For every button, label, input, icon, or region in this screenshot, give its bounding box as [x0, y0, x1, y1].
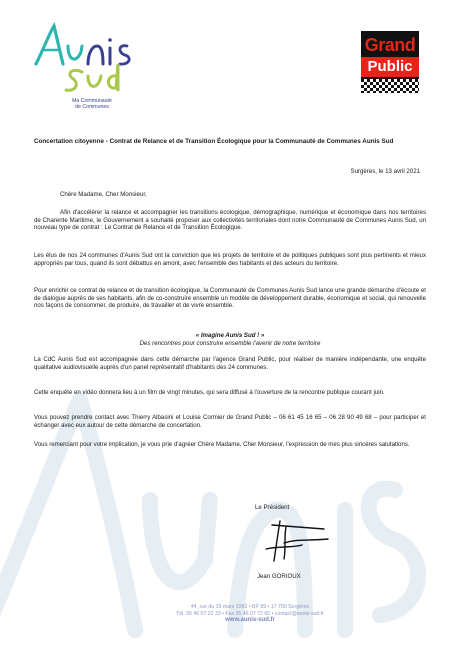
- paragraph-5: Cette enquête en vidéo donnera lieu à un film de vingt minutes, qui sera diffusé à l'ouverture de la rencontre publique courant juin.: [34, 389, 385, 396]
- grand-public-logo: [361, 31, 419, 93]
- paragraph-7: Vous remerciant pour votre implication, je vous prie d'agréer Chère Madame, Cher Monsieur, l'expression de mes plus sincères salutations.: [34, 441, 410, 448]
- tagline-line-1: Ma Communauté: [72, 98, 112, 104]
- paragraph-4: La CdC Aunis Sud est accompagnée dans cette démarche par l'agence Grand Public, pour réaliser de manière indépendante, une enquête qualitative audiovisuelle auprès d'un panel représentatif d'habitants des 24 communes.: [34, 356, 426, 371]
- paragraph-6: Vous pouvez prendre contact avec Thierry Albasini et Louise Cormier de Grand Public – 06 61 45 16 65 – 06 28 90 49 68 – pour participer et échanger avec eux autour de cette démarche de concertation.: [34, 414, 426, 429]
- grand-public-logo-line2: Public: [361, 57, 419, 77]
- paragraph-2: Les élus de nos 24 communes d'Aunis Sud ont la conviction que les projets de territoire et de politiques publiques sont plus pertinents et mieux appropriés par tous, quand ils sont débattus en amont, avec l'ensemble des habitants et des acteurs du territoire.: [34, 252, 426, 267]
- slogan-subtitle: Des rencontres pour construire ensemble l'avenir de notre territoire: [139, 340, 321, 347]
- footer-address: 44, rue du 19 mars 1962 • BP 89 • 17 700 Surgères: [190, 604, 310, 610]
- signatory-role: Le Président: [255, 504, 290, 511]
- letter-subject: Concertation citoyenne - Contrat de Relance et de Transition Écologique pour la Communauté de Communes Aunis Sud: [34, 138, 394, 145]
- paragraph-1: Afin d'accélérer la relance et accompagner les transitions écologique, démographique, numérique et économique dans nos territoires de Charente Maritime, le Gouvernement a souhaité proposer aux collectivités territoriales dont notre Communauté de Communes Aunis Sud, un nouveau type de contrat : Le Contrat de Relance et de Transition Écologique.: [34, 209, 426, 232]
- handwritten-signature: [262, 519, 332, 563]
- checkerboard-strip: [361, 79, 419, 93]
- signatory-name: Jean GORIOUX: [257, 573, 301, 580]
- grand-public-logo-line1: Grand: [364, 35, 416, 55]
- aunis-sud-script-icon: [30, 20, 140, 98]
- aunis-sud-logo: [30, 20, 140, 110]
- paragraph-3: Pour enrichir ce contrat de relance et de transition écologique, la Communauté de Communes Aunis Sud lance une grande démarche d'écoute et de dialogue auprès de ses habitants, afin de co-construire ensemble un modèle de développement durable, économique et social, qui renouvelle nos façons de consommer, de produire, de travailler et de vivre ensemble.: [34, 287, 426, 310]
- footer-contact: Tél. 05 46 07 22 33 • Fax 05 46 07 72 60 • contact@aunis-sud.fr: [176, 610, 324, 617]
- footer: [150, 604, 350, 624]
- slogan-title: « Imagine Aunis Sud ! »: [195, 332, 265, 339]
- footer-website-link[interactable]: www.aunis-sud.fr: [225, 617, 275, 624]
- aunis-sud-tagline: [42, 98, 142, 110]
- tagline-line-2: de Communes: [75, 104, 109, 110]
- letter-date: Surgères, le 13 avril 2021: [350, 168, 420, 175]
- letter-salutation: Chère Madame, Cher Monsieur,: [60, 191, 147, 198]
